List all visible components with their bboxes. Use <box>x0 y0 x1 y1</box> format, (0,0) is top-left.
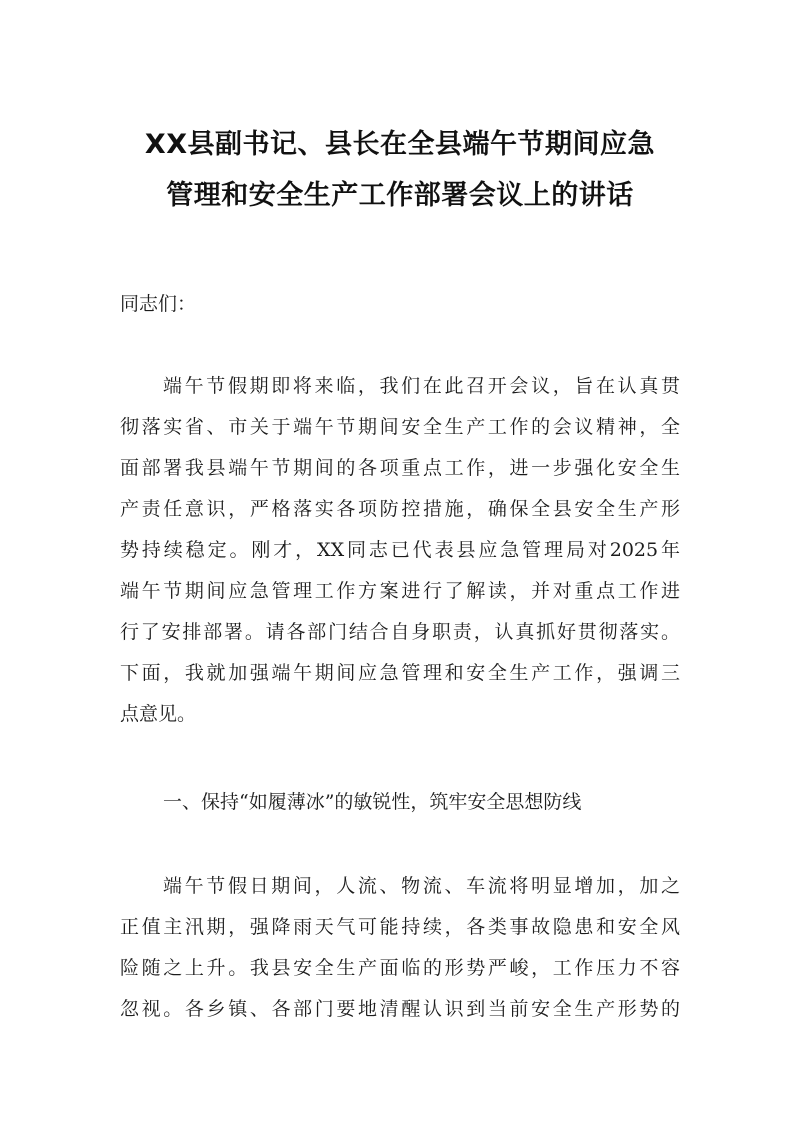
paragraph-2-line: 险随之上升。我县安全生产面临的形势严峻，工作压力不容 <box>120 957 680 979</box>
paragraph-1-line: 点意见。 <box>120 703 197 725</box>
paragraph-2-line: 忽视。各乡镇、各部门要地清醒认识到当前安全生产形势的 <box>120 998 680 1020</box>
document-title-line-1: XX县副书记、县长在全县端午节期间应急 <box>144 129 656 160</box>
section-1-heading: 一、保持“如履薄冰”的敏锐性，筑牢安全思想防线 <box>163 791 582 813</box>
paragraph-1-line: 端午节期间应急管理工作方案进行了解读，并对重点工作进 <box>120 580 680 602</box>
document-title-line-2: 管理和安全生产工作部署会议上的讲话 <box>166 180 634 211</box>
paragraph-2-line: 正值主汛期，强降雨天气可能持续，各类事故隐患和安全风 <box>120 916 680 938</box>
paragraph-1-line: 产责任意识，严格落实各项防控措施，确保全县安全生产形 <box>120 498 680 520</box>
paragraph-2-line: 端午节假日期间，人流、物流、车流将明显增加，加之 <box>163 875 680 897</box>
paragraph-1-line: 下面，我就加强端午期间应急管理和安全生产工作，强调三 <box>120 662 680 684</box>
salutation: 同志们： <box>120 293 197 315</box>
paragraph-1-line: 端午节假期即将来临，我们在此召开会议，旨在认真贯 <box>163 375 680 397</box>
paragraph-1-line: 势持续稳定。刚才，XX同志已代表县应急管理局对2025年 <box>120 539 680 561</box>
paragraph-1-line: 行了安排部署。请各部门结合自身职责，认真抓好贯彻落实。 <box>120 621 680 643</box>
paragraph-1-line: 面部署我县端午节期间的各项重点工作，进一步强化安全生 <box>120 457 680 479</box>
paragraph-1-line: 彻落实省、市关于端午节期间安全生产工作的会议精神，全 <box>120 416 680 438</box>
